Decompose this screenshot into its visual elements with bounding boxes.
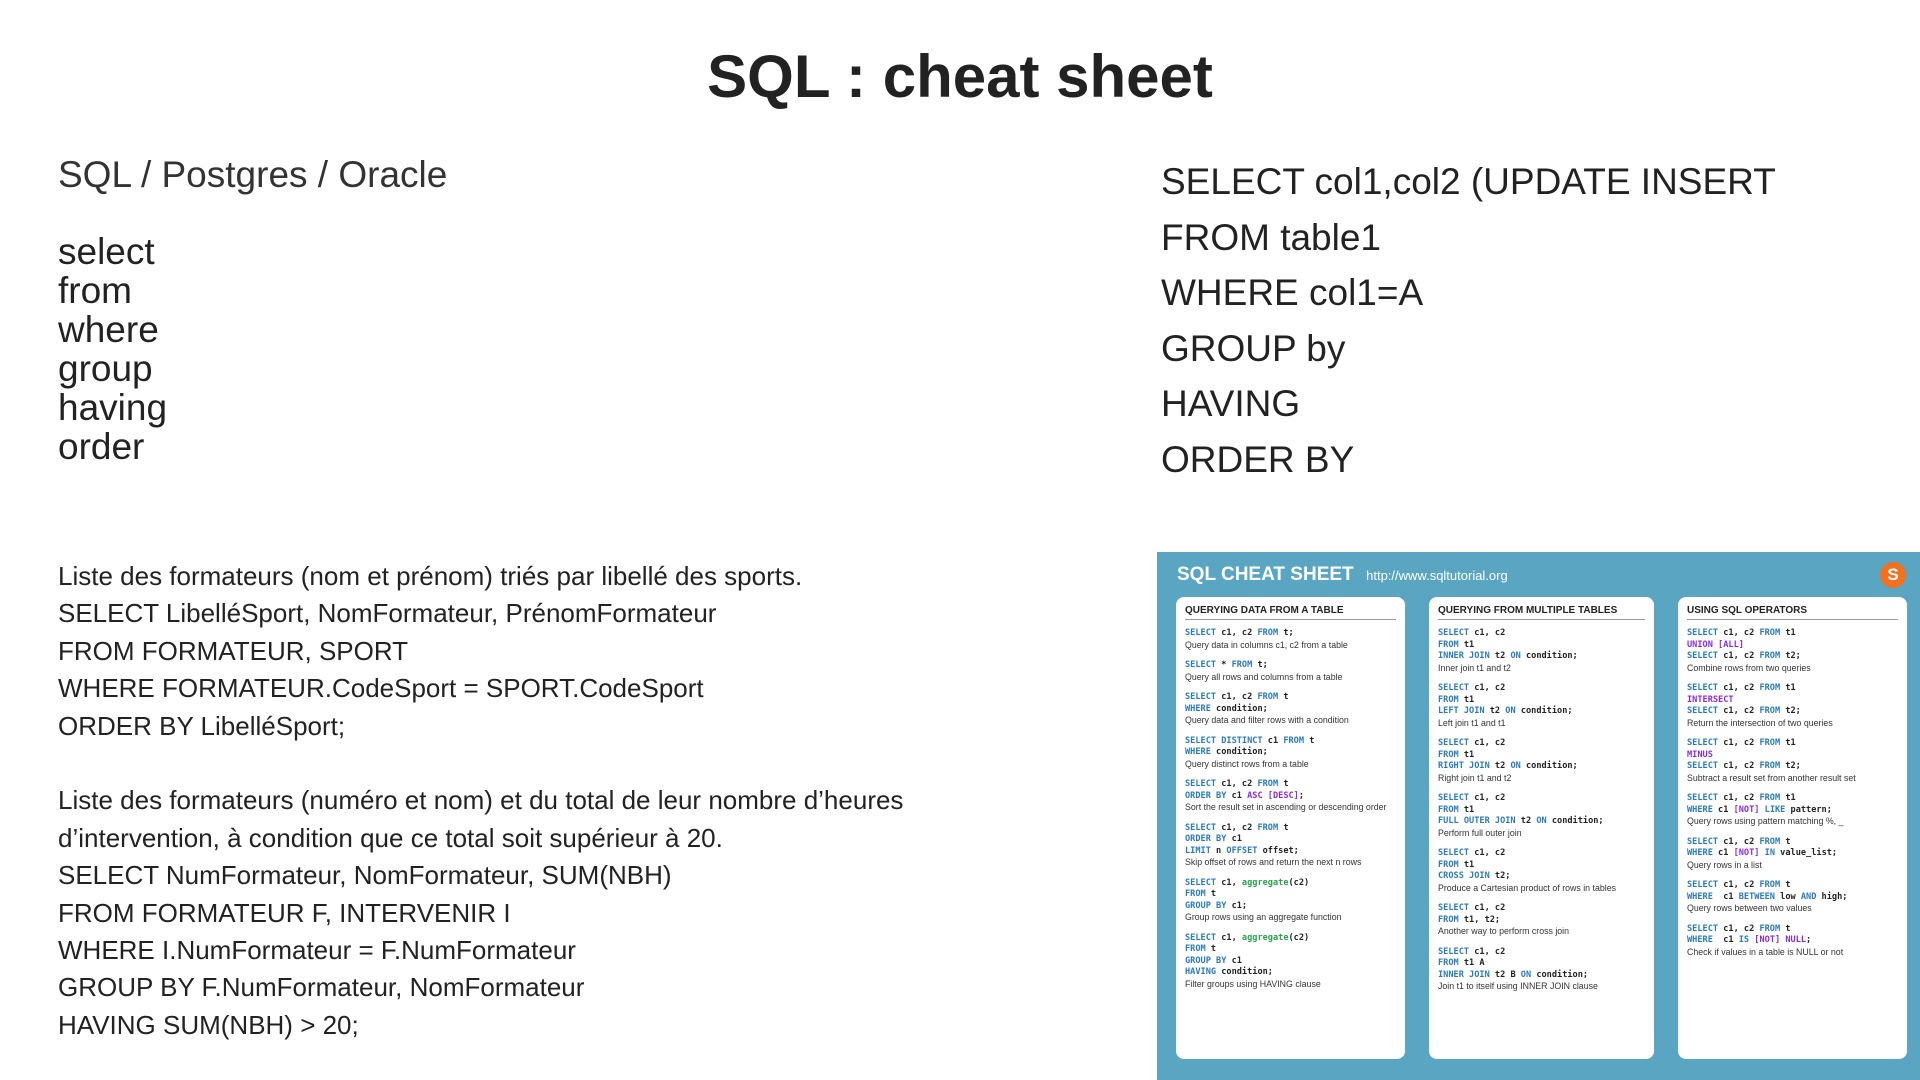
panel-items bbox=[1185, 628, 1396, 990]
cheatsheet-code: SELECT c1, c2 FROM t1 CROSS JOIN t2; bbox=[1438, 848, 1511, 881]
example-line: FROM FORMATEUR, SPORT bbox=[58, 635, 409, 666]
sqltutorial-logo-icon: S bbox=[1880, 562, 1906, 588]
cheatsheet-code: SELECT c1, c2 FROM t ORDER BY c1 LIMIT n OFFSET offset; bbox=[1185, 822, 1299, 856]
keyword-select: select bbox=[58, 231, 155, 272]
dialect-subtitle: SQL / Postgres / Oracle bbox=[58, 154, 448, 195]
cheatsheet-entry bbox=[1687, 628, 1898, 674]
cheatsheet-title: SQL CHEAT SHEET bbox=[1177, 564, 1354, 585]
sql-template bbox=[1161, 154, 1776, 487]
cheatsheet-code: SELECT c1, c2 FROM t1 UNION [ALL] SELECT c1, c2 FROM t2; bbox=[1687, 628, 1801, 661]
cheatsheet-code: SELECT c1, c2 FROM t1 INNER JOIN t2 ON condition; bbox=[1438, 628, 1578, 661]
cheatsheet-code: SELECT c1, c2 FROM t WHERE c1 IS [NOT] NULL; bbox=[1687, 923, 1812, 945]
panel-items bbox=[1687, 628, 1898, 958]
cheatsheet-code: SELECT c1, c2 FROM t1 RIGHT JOIN t2 ON condition; bbox=[1438, 738, 1578, 771]
cheatsheet-entry bbox=[1438, 793, 1645, 839]
example-line: GROUP BY F.NumFormateur, NomFormateur bbox=[58, 972, 585, 1003]
cheatsheet-description: Another way to perform cross join bbox=[1438, 926, 1570, 936]
sql-template-line: HAVING bbox=[1161, 383, 1301, 424]
cheatsheet-entry bbox=[1185, 692, 1396, 726]
cheatsheet-code: SELECT * FROM t; bbox=[1185, 660, 1268, 670]
cheatsheet-description: Return the intersection of two queries bbox=[1687, 717, 1833, 728]
cheatsheet-code: SELECT c1, aggregate(c2) FROM t GROUP BY c1 HAVING condition; bbox=[1185, 932, 1310, 977]
cheatsheet-entry bbox=[1687, 924, 1898, 958]
sql-template-line: WHERE col1=A bbox=[1161, 272, 1424, 313]
cheatsheet-code: SELECT c1, c2 FROM t1 FULL OUTER JOIN t2 ON condition; bbox=[1438, 793, 1604, 826]
cheatsheet-entry bbox=[1185, 628, 1396, 651]
sql-template-line: ORDER BY bbox=[1161, 438, 1355, 480]
cheatsheet-entry bbox=[1438, 903, 1645, 937]
cheatsheet-header bbox=[1177, 564, 1508, 586]
example-line: WHERE I.NumFormateur = F.NumFormateur bbox=[58, 935, 576, 966]
cheatsheet-description: Group rows using an aggregate function bbox=[1185, 912, 1342, 922]
example-line: SELECT LibelléSport, NomFormateur, PrénomFormateur bbox=[58, 598, 717, 629]
cheatsheet-entry bbox=[1687, 793, 1898, 827]
cheatsheet-code: SELECT DISTINCT c1 FROM t WHERE condition; bbox=[1185, 735, 1315, 757]
panel-items bbox=[1438, 628, 1645, 992]
cheatsheet-code: SELECT c1, c2 FROM t1, t2; bbox=[1438, 903, 1506, 925]
example-block bbox=[58, 782, 1118, 1044]
keyword-group: group bbox=[58, 348, 153, 389]
sql-template-line: FROM table1 bbox=[1161, 216, 1382, 258]
query-examples bbox=[58, 558, 1118, 1080]
cheatsheet-description: Query distinct rows from a table bbox=[1185, 758, 1309, 769]
cheatsheet-entry bbox=[1185, 736, 1396, 770]
cheatsheet-entry bbox=[1687, 738, 1898, 784]
sql-cheatsheet-image bbox=[1157, 552, 1920, 1080]
cheatsheet-description: Inner join t1 and t2 bbox=[1438, 662, 1511, 673]
cheatsheet-description: Query data and filter rows with a condition bbox=[1185, 715, 1349, 725]
cheatsheet-code: SELECT c1, c2 FROM t WHERE condition; bbox=[1185, 692, 1289, 714]
example-line: FROM FORMATEUR F, INTERVENIR I bbox=[58, 897, 511, 928]
panel-heading: QUERYING DATA FROM A TABLE bbox=[1185, 605, 1396, 620]
cheatsheet-entry bbox=[1185, 660, 1396, 683]
example-line: Liste des formateurs (numéro et nom) et du total de leur nombre d’heures bbox=[58, 785, 904, 816]
panel-heading: QUERYING FROM MULTIPLE TABLES bbox=[1438, 605, 1645, 620]
cheatsheet-description: Left join t1 and t1 bbox=[1438, 717, 1506, 728]
cheatsheet-description: Query rows using pattern matching %, _ bbox=[1687, 816, 1844, 826]
panel-querying-single-table bbox=[1176, 597, 1405, 1059]
cheatsheet-code: SELECT c1, c2 FROM t1 A INNER JOIN t2 B ON condition; bbox=[1438, 946, 1589, 980]
cheatsheet-description: Check if values in a table is NULL or not bbox=[1687, 946, 1844, 957]
cheatsheet-description: Query data in columns c1, c2 from a table bbox=[1185, 639, 1348, 650]
example-block bbox=[58, 558, 1118, 745]
cheatsheet-description: Query all rows and columns from a table bbox=[1185, 671, 1343, 682]
cheatsheet-description: Query rows between two values bbox=[1687, 903, 1812, 913]
cheatsheet-entry bbox=[1185, 779, 1396, 813]
cheatsheet-url: http://www.sqltutorial.org bbox=[1366, 568, 1508, 583]
cheatsheet-description: Combine rows from two queries bbox=[1687, 662, 1811, 673]
example-line: d’intervention, à condition que ce total soit supérieur à 20. bbox=[58, 822, 723, 853]
example-line: HAVING SUM(NBH) > 20; bbox=[58, 1009, 359, 1040]
cheatsheet-entry bbox=[1185, 823, 1396, 869]
example-line: ORDER BY LibelléSport; bbox=[58, 710, 346, 741]
example-line: Liste des formateurs (nom et prénom) triés par libellé des sports. bbox=[58, 561, 803, 591]
keyword-order: order bbox=[58, 426, 145, 467]
keyword-where: where bbox=[58, 309, 159, 350]
cheatsheet-entry bbox=[1438, 628, 1645, 674]
cheatsheet-description: Sort the result set in ascending or descending order bbox=[1185, 802, 1387, 812]
cheatsheet-entry bbox=[1438, 738, 1645, 784]
example-line: SELECT NumFormateur, NomFormateur, SUM(NBH) bbox=[58, 860, 672, 891]
panel-querying-multiple-tables bbox=[1429, 597, 1654, 1059]
cheatsheet-entry bbox=[1438, 848, 1645, 894]
cheatsheet-description: Filter groups using HAVING clause bbox=[1185, 978, 1321, 989]
cheatsheet-entry bbox=[1687, 837, 1898, 871]
cheatsheet-entry bbox=[1438, 947, 1645, 993]
sql-template-line: GROUP by bbox=[1161, 327, 1346, 369]
cheatsheet-code: SELECT c1, c2 FROM t1 LEFT JOIN t2 ON condition; bbox=[1438, 683, 1573, 716]
page-title: SQL : cheat sheet bbox=[707, 43, 1213, 110]
cheatsheet-code: SELECT c1, c2 FROM t; bbox=[1185, 628, 1294, 638]
cheatsheet-entry bbox=[1185, 933, 1396, 990]
cheatsheet-description: Perform full outer join bbox=[1438, 827, 1522, 838]
cheatsheet-description: Skip offset of rows and return the next n rows bbox=[1185, 857, 1362, 867]
cheatsheet-code: SELECT c1, c2 FROM t1 MINUS SELECT c1, c2 FROM t2; bbox=[1687, 738, 1801, 771]
cheatsheet-description: Query rows in a list bbox=[1687, 859, 1762, 870]
cheatsheet-code: SELECT c1, c2 FROM t1 INTERSECT SELECT c1, c2 FROM t2; bbox=[1687, 683, 1801, 716]
cheatsheet-entry bbox=[1687, 683, 1898, 729]
cheatsheet-entry bbox=[1185, 878, 1396, 924]
keyword-from: from bbox=[58, 270, 132, 311]
example-line: WHERE FORMATEUR.CodeSport = SPORT.CodeSport bbox=[58, 673, 704, 704]
cheatsheet-entry bbox=[1687, 880, 1898, 914]
panel-heading: USING SQL OPERATORS bbox=[1687, 605, 1898, 620]
cheatsheet-entry bbox=[1438, 683, 1645, 729]
cheatsheet-code: SELECT c1, c2 FROM t WHERE c1 BETWEEN low AND high; bbox=[1687, 880, 1848, 902]
cheatsheet-description: Produce a Cartesian product of rows in tables bbox=[1438, 882, 1616, 893]
cheatsheet-code: SELECT c1, aggregate(c2) FROM t GROUP BY c1; bbox=[1185, 877, 1310, 911]
panel-sql-operators bbox=[1678, 597, 1907, 1059]
cheatsheet-code: SELECT c1, c2 FROM t1 WHERE c1 [NOT] LIKE pattern; bbox=[1687, 793, 1832, 815]
clause-keyword-list bbox=[58, 232, 167, 466]
sql-template-line: SELECT col1,col2 (UPDATE INSERT bbox=[1161, 161, 1776, 202]
cheatsheet-description: Right join t1 and t2 bbox=[1438, 772, 1512, 783]
keyword-having: having bbox=[58, 387, 168, 428]
cheatsheet-description: Subtract a result set from another result set bbox=[1687, 772, 1856, 783]
cheatsheet-description: Join t1 to itself using INNER JOIN clause bbox=[1438, 981, 1598, 991]
cheatsheet-code: SELECT c1, c2 FROM t ORDER BY c1 ASC [DESC]; bbox=[1185, 779, 1305, 801]
cheatsheet-code: SELECT c1, c2 FROM t WHERE c1 [NOT] IN value_list; bbox=[1687, 836, 1838, 858]
